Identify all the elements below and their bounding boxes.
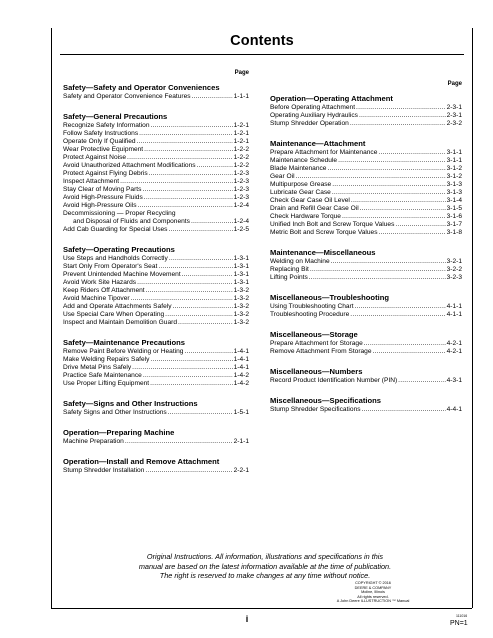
- note-line: manual are based on the latest information available at the time of publication.: [138, 561, 392, 571]
- entry-page: 1-2-1: [233, 138, 249, 145]
- dot-leader: [146, 287, 233, 295]
- entry-page: 2-2-1: [233, 467, 249, 474]
- entry-text: Prepare Attachment for Maintenance: [270, 149, 378, 156]
- dot-leader: [158, 263, 232, 271]
- toc-entry: [63, 255, 249, 263]
- copyright-line: A John Deere ILLUSTRUCTION ™ Manual: [336, 599, 410, 604]
- toc-entry: [270, 258, 462, 266]
- entry-text: Remove Paint Before Welding or Heating: [63, 348, 184, 355]
- dot-leader: [145, 467, 232, 475]
- note-line: Original Instructions. All information, illustrations and specifications in this: [146, 552, 384, 561]
- entry-text: Stump Shredder Installation: [63, 467, 145, 474]
- dot-leader: [144, 194, 233, 202]
- toc-entry: [63, 409, 249, 417]
- toc-section: [270, 247, 462, 282]
- toc-section: [270, 138, 462, 237]
- entry-page: 1-2-4: [233, 218, 249, 225]
- entry-text: Using Troubleshooting Chart: [270, 303, 354, 310]
- entry-text: Lifting Points: [270, 274, 308, 281]
- section-title: Safety—Safety and Operator Conveniences: [63, 83, 220, 92]
- entry-page: 3-1-5: [446, 205, 462, 212]
- toc-section: [63, 456, 249, 475]
- toc-entry: [270, 173, 462, 181]
- entry-text: Record Product Identification Number (PIN): [270, 377, 398, 384]
- entry-page: 3-2-1: [446, 258, 462, 265]
- dot-leader: [131, 295, 233, 303]
- toc-entry: [63, 178, 249, 186]
- toc-entry: [270, 112, 462, 120]
- toc-entry: [63, 438, 249, 446]
- dot-leader: [364, 340, 446, 348]
- section-title: Safety—General Precautions: [63, 112, 168, 121]
- dot-leader: [173, 303, 233, 311]
- toc-entry: [63, 93, 249, 101]
- original-instructions-note: [100, 552, 430, 581]
- toc-entry: [63, 170, 249, 178]
- dot-leader: [137, 279, 233, 287]
- entry-text: and Disposal of Fluids and Components: [73, 218, 190, 225]
- toc-entry: [270, 377, 462, 385]
- entry-text: Use Special Care When Operating: [63, 311, 165, 318]
- entry-text: Welding on Machine: [270, 258, 330, 265]
- dot-leader: [139, 130, 232, 138]
- entry-page: 1-3-1: [233, 279, 249, 286]
- dot-leader: [127, 154, 233, 162]
- entry-text: Prevent Unintended Machine Movement: [63, 271, 181, 278]
- entry-text: Stay Clear of Moving Parts: [63, 186, 142, 193]
- page-column-header: Page: [447, 81, 462, 87]
- toc-entry: [63, 226, 249, 234]
- dot-leader: [350, 311, 445, 319]
- entry-text: Check Gear Case Oil Level: [270, 197, 350, 204]
- dot-leader: [137, 138, 233, 146]
- entry-text: Metric Bolt and Screw Torque Values: [270, 229, 378, 236]
- entry-page: 1-3-2: [233, 287, 249, 294]
- dot-leader: [360, 205, 446, 213]
- toc-entry: [63, 467, 249, 475]
- pn-label: PN=1: [450, 620, 468, 627]
- toc-section: [270, 93, 462, 128]
- toc-entry: [270, 303, 462, 311]
- entry-page: 2-3-2: [446, 120, 462, 127]
- toc-entry: [63, 122, 249, 130]
- toc-section: [63, 427, 249, 446]
- entry-page: 1-4-2: [233, 372, 249, 379]
- entry-page: 3-1-6: [446, 213, 462, 220]
- entry-page: 4-2-1: [446, 348, 462, 355]
- entry-text: Follow Safety Instructions: [63, 130, 139, 137]
- toc-entry: [63, 279, 249, 287]
- toc-section: [270, 395, 462, 414]
- section-title: Operation—Preparing Machine: [63, 428, 175, 437]
- entry-page: 1-2-3: [233, 170, 249, 177]
- entry-text: Wear Protective Equipment: [63, 146, 144, 153]
- entry-page: 1-2-3: [233, 194, 249, 201]
- dot-leader: [379, 229, 446, 237]
- entry-page: 2-3-1: [446, 104, 462, 111]
- dot-leader: [362, 406, 446, 414]
- toc-section: [270, 292, 462, 319]
- entry-page: 1-3-1: [233, 271, 249, 278]
- entry-page: 1-2-5: [233, 226, 249, 233]
- toc-entry: [63, 364, 249, 372]
- toc-entry: [270, 181, 462, 189]
- toc-entry: [270, 221, 462, 229]
- toc-entry: [270, 340, 462, 348]
- entry-text: Unified Inch Bolt and Screw Torque Values: [270, 221, 395, 228]
- entry-page: 1-5-1: [233, 409, 249, 416]
- entry-page: 1-3-1: [233, 255, 249, 262]
- toc-section: [270, 366, 462, 385]
- section-title: Safety—Signs and Other Instructions: [63, 399, 198, 408]
- dot-leader: [310, 266, 446, 274]
- section-title: Maintenance—Attachment: [270, 139, 366, 148]
- dot-leader: [332, 189, 446, 197]
- toc-entry: [63, 295, 249, 303]
- dot-leader: [342, 213, 446, 221]
- entry-page: 1-3-1: [233, 263, 249, 270]
- toc-entry: [270, 311, 462, 319]
- document-code: 111016: [456, 614, 468, 618]
- dot-leader: [149, 170, 233, 178]
- section-title: Miscellaneous—Numbers: [270, 367, 363, 376]
- entry-page: 1-2-4: [233, 202, 249, 209]
- toc-entry: [270, 205, 462, 213]
- entry-page: 1-2-1: [233, 130, 249, 137]
- dot-leader: [350, 120, 446, 128]
- toc-section: [63, 337, 249, 388]
- entry-page: 3-1-1: [446, 149, 462, 156]
- entry-page: 4-2-1: [446, 340, 462, 347]
- entry-text: Make Welding Repairs Safely: [63, 356, 150, 363]
- entry-page: 1-4-1: [233, 348, 249, 355]
- copyright-line: DEERE & COMPANY: [354, 585, 392, 590]
- toc-entry: [63, 146, 249, 154]
- section-title: Miscellaneous—Storage: [270, 330, 358, 339]
- dot-leader: [191, 218, 233, 226]
- entry-page: 4-1-1: [446, 303, 462, 310]
- page-column-header: Page: [234, 70, 249, 76]
- dot-leader: [182, 271, 233, 279]
- toc-entry: [63, 210, 249, 218]
- dot-leader: [373, 348, 446, 356]
- toc-entry: [63, 218, 249, 226]
- entry-page: 1-3-2: [233, 303, 249, 310]
- toc-section: [63, 111, 249, 234]
- entry-page: 1-2-2: [233, 154, 249, 161]
- dot-leader: [178, 319, 233, 327]
- entry-page: 3-1-4: [446, 197, 462, 204]
- entry-page: 3-1-2: [446, 165, 462, 172]
- entry-text: Add and Operate Attachments Safely: [63, 303, 172, 310]
- entry-text: Replacing Bit: [270, 266, 309, 273]
- entry-page: 1-4-1: [233, 364, 249, 371]
- entry-text: Decommissioning — Proper Recycling: [63, 210, 176, 217]
- toc-entry: [270, 165, 462, 173]
- dot-leader: [351, 197, 446, 205]
- entry-page: 1-2-2: [233, 146, 249, 153]
- toc-entry: [270, 348, 462, 356]
- entry-text: Remove Attachment From Storage: [270, 348, 372, 355]
- entry-page: 3-1-3: [446, 189, 462, 196]
- copyright-block: [318, 581, 428, 604]
- toc-entry: [270, 157, 462, 165]
- toc-entry: [270, 274, 462, 282]
- entry-text: Machine Preparation: [63, 438, 124, 445]
- dot-leader: [184, 348, 232, 356]
- toc-entry: [63, 202, 249, 210]
- toc-entry: [270, 266, 462, 274]
- toc-entry: [63, 311, 249, 319]
- entry-text: Recognize Safety Information: [63, 122, 150, 129]
- toc-section: [63, 244, 249, 327]
- entry-text: Protect Against Flying Debris: [63, 170, 148, 177]
- toc-entry: [63, 287, 249, 295]
- entry-text: Maintenance Schedule: [270, 157, 338, 164]
- toc-entry: [63, 356, 249, 364]
- page-title: Contents: [230, 33, 294, 49]
- toc-entry: [270, 406, 462, 414]
- dot-leader: [356, 104, 446, 112]
- toc-entry: [270, 120, 462, 128]
- dot-leader: [332, 181, 445, 189]
- entry-text: Operating Auxiliary Hydraulics: [270, 112, 358, 119]
- dot-leader: [192, 93, 233, 101]
- entry-page: 4-3-1: [446, 377, 462, 384]
- section-title: Miscellaneous—Specifications: [270, 396, 381, 405]
- toc-entry: [63, 348, 249, 356]
- entry-text: Gear Oil: [270, 173, 295, 180]
- title-block: [52, 33, 472, 55]
- dot-leader: [143, 372, 233, 380]
- section-title: Operation—Install and Remove Attachment: [63, 457, 220, 466]
- dot-leader: [296, 173, 446, 181]
- entry-text: Inspect and Maintain Demolition Guard: [63, 319, 177, 326]
- entry-text: Before Operating Attachment: [270, 104, 356, 111]
- toc-entry: [63, 372, 249, 380]
- dot-leader: [169, 255, 233, 263]
- dot-leader: [132, 364, 232, 372]
- dot-leader: [150, 356, 232, 364]
- entry-page: 1-3-2: [233, 311, 249, 318]
- entry-page: 3-1-7: [446, 221, 462, 228]
- toc-entry: [63, 138, 249, 146]
- dot-leader: [142, 186, 232, 194]
- toc-entry: [270, 149, 462, 157]
- toc-entry: [270, 229, 462, 237]
- entry-text: Drain and Refill Gear Case Oil: [270, 205, 359, 212]
- title-divider: [60, 54, 464, 55]
- toc-entry: [63, 303, 249, 311]
- dot-leader: [359, 112, 446, 120]
- dot-leader: [327, 165, 445, 173]
- toc-left-column: [63, 70, 249, 485]
- entry-text: Avoid Unauthorized Attachment Modifications: [63, 162, 196, 169]
- entry-text: Troubleshooting Procedure: [270, 311, 350, 318]
- copyright-line: Moline, Illinois: [361, 590, 385, 595]
- dot-leader: [378, 149, 445, 157]
- copyright-line: All rights reserved.: [357, 594, 389, 599]
- section-title: Miscellaneous—Troubleshooting: [270, 293, 389, 302]
- dot-leader: [120, 178, 233, 186]
- entry-page: 1-4-2: [233, 380, 249, 387]
- entry-page: 1-2-3: [233, 178, 249, 185]
- toc-entry: [63, 271, 249, 279]
- entry-text: Safety and Operator Convenience Features: [63, 93, 191, 100]
- dot-leader: [331, 258, 446, 266]
- toc-entry: [63, 380, 249, 388]
- section-title: Safety—Operating Precautions: [63, 245, 175, 254]
- entry-text: Blade Maintenance: [270, 165, 327, 172]
- entry-page: 1-3-2: [233, 295, 249, 302]
- toc-section: [63, 398, 249, 417]
- entry-text: Avoid High-Pressure Fluids: [63, 194, 143, 201]
- toc-entry: [63, 154, 249, 162]
- note-line: The right is reserved to make changes at any time without notice.: [159, 571, 371, 580]
- dot-leader: [150, 380, 232, 388]
- toc-entry: [270, 104, 462, 112]
- dot-leader: [355, 303, 446, 311]
- toc-entry: [270, 213, 462, 221]
- entry-text: Safety Signs and Other Instructions: [63, 409, 167, 416]
- entry-text: Avoid Work Site Hazards: [63, 279, 137, 286]
- dot-leader: [125, 438, 233, 446]
- section-title: Maintenance—Miscellaneous: [270, 248, 376, 257]
- toc-entry: [63, 162, 249, 170]
- entry-text: Use Proper Lifting Equipment: [63, 380, 150, 387]
- toc-entry: [63, 263, 249, 271]
- entry-text: Stump Shredder Specifications: [270, 406, 361, 413]
- toc-entry: [63, 130, 249, 138]
- entry-page: 3-1-1: [446, 157, 462, 164]
- entry-page: 3-2-3: [446, 274, 462, 281]
- entry-text: Practice Safe Maintenance: [63, 372, 142, 379]
- dot-leader: [138, 202, 233, 210]
- entry-text: Start Only From Operator's Seat: [63, 263, 158, 270]
- dot-leader: [197, 162, 233, 170]
- entry-text: Protect Against Noise: [63, 154, 127, 161]
- entry-text: Avoid High-Pressure Oils: [63, 202, 137, 209]
- page-number: i: [245, 614, 249, 624]
- entry-text: Drive Metal Pins Safely: [63, 364, 132, 371]
- page-frame-bottom: [51, 608, 472, 609]
- entry-page: 3-1-2: [446, 173, 462, 180]
- dot-leader: [395, 221, 445, 229]
- entry-page: 1-2-1: [233, 122, 249, 129]
- entry-text: Keep Riders Off Attachment: [63, 287, 145, 294]
- entry-page: 2-3-1: [446, 112, 462, 119]
- entry-text: Add Cab Guarding for Special Uses: [63, 226, 168, 233]
- toc-entry: [270, 197, 462, 205]
- entry-text: Lubricate Gear Case: [270, 189, 331, 196]
- entry-text: Inspect Attachment: [63, 178, 120, 185]
- toc-section: [270, 329, 462, 356]
- toc-entry: [63, 194, 249, 202]
- toc-entry: [63, 319, 249, 327]
- toc-entry: [270, 189, 462, 197]
- toc-section: [63, 82, 249, 101]
- entry-page: 1-4-1: [233, 356, 249, 363]
- dot-leader: [168, 226, 232, 234]
- entry-text: Operate Only If Qualified: [63, 138, 136, 145]
- entry-text: Stump Shredder Operation: [270, 120, 349, 127]
- entry-text: Multipurpose Grease: [270, 181, 332, 188]
- dot-leader: [151, 122, 233, 130]
- entry-text: Avoid Machine Tipover: [63, 295, 130, 302]
- entry-page: 3-1-3: [446, 181, 462, 188]
- dot-leader: [309, 274, 446, 282]
- toc-right-column: [270, 81, 462, 424]
- dot-leader: [168, 409, 233, 417]
- section-title: Safety—Maintenance Precautions: [63, 338, 185, 347]
- entry-text: Prepare Attachment for Storage: [270, 340, 363, 347]
- entry-page: 3-1-8: [446, 229, 462, 236]
- entry-page: 4-4-1: [446, 406, 462, 413]
- dot-leader: [144, 146, 232, 154]
- toc-entry: [63, 186, 249, 194]
- entry-page: 1-3-2: [233, 319, 249, 326]
- entry-page: 2-1-1: [233, 438, 249, 445]
- entry-page: 1-1-1: [233, 93, 249, 100]
- entry-page: 1-2-2: [233, 162, 249, 169]
- entry-page: 1-2-3: [233, 186, 249, 193]
- dot-leader: [338, 157, 446, 165]
- entry-page: 3-2-2: [446, 266, 462, 273]
- dot-leader: [398, 377, 445, 385]
- entry-page: 4-1-1: [446, 311, 462, 318]
- entry-text: Check Hardware Torque: [270, 213, 341, 220]
- entry-text: Use Steps and Handholds Correctly: [63, 255, 168, 262]
- copyright-line: COPYRIGHT © 2016: [355, 581, 391, 585]
- section-title: Operation—Operating Attachment: [270, 94, 393, 103]
- dot-leader: [165, 311, 232, 319]
